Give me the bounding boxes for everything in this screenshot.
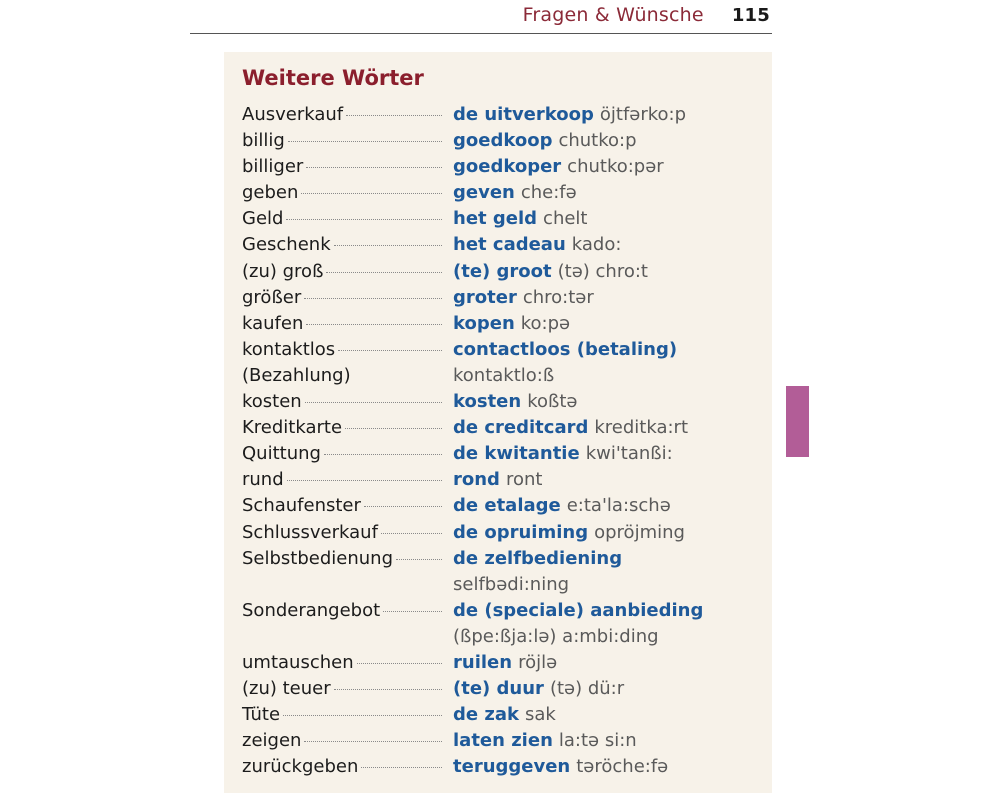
dot-leader xyxy=(326,272,442,273)
german-term: kosten xyxy=(242,391,302,413)
german-term-cell xyxy=(242,598,444,624)
box-title: Weitere Wörter xyxy=(242,66,424,90)
dutch-term: contactloos (betaling) xyxy=(453,338,678,360)
german-term-cell xyxy=(242,154,444,180)
vocabulary-row xyxy=(242,154,762,180)
dutch-term: het geld xyxy=(453,208,538,230)
dutch-translation-cell xyxy=(453,676,624,702)
dot-leader xyxy=(301,193,442,194)
dutch-translation-cell xyxy=(453,650,557,676)
vocabulary-row xyxy=(242,337,762,363)
dutch-term: geven xyxy=(453,182,515,204)
german-term-cell xyxy=(242,363,444,389)
dutch-translation-cell xyxy=(453,467,542,493)
german-term-cell xyxy=(242,676,444,702)
dot-leader xyxy=(283,715,442,716)
german-term-cell xyxy=(242,754,444,780)
german-term: Geld xyxy=(242,208,284,230)
german-term-cell xyxy=(242,493,444,519)
dutch-term: de opruiming xyxy=(453,521,589,543)
dutch-term: laten zien xyxy=(453,730,553,752)
german-term: Sonderangebot xyxy=(242,599,381,621)
german-term-cell xyxy=(242,206,444,232)
german-term: billig xyxy=(242,130,285,152)
vocabulary-row xyxy=(242,624,762,650)
dutch-translation-cell xyxy=(453,441,673,467)
vocabulary-row xyxy=(242,493,762,519)
dutch-translation-cell xyxy=(453,206,587,232)
pronunciation: selfbədi:ning xyxy=(453,573,570,595)
vocabulary-row xyxy=(242,415,762,441)
vocabulary-row xyxy=(242,363,762,389)
vocabulary-row xyxy=(242,598,762,624)
german-term: Selbstbedienung xyxy=(242,547,394,569)
vocabulary-list xyxy=(242,102,762,780)
pronunciation: (tə) chro:t xyxy=(557,260,648,282)
german-term-cell xyxy=(242,337,444,363)
dutch-translation-cell xyxy=(453,337,677,363)
dutch-term: de (speciale) aanbieding xyxy=(453,599,704,621)
german-term-cell xyxy=(242,285,444,311)
german-term: Tüte xyxy=(242,704,281,726)
pronunciation: öjtfərko:p xyxy=(599,104,687,125)
german-term: Quittung xyxy=(242,443,321,465)
section-title: Fragen & Wünsche xyxy=(522,4,704,26)
german-term-cell xyxy=(242,728,444,754)
german-term: rund xyxy=(242,469,284,491)
vocabulary-row xyxy=(242,285,762,311)
pronunciation: ko:pə xyxy=(520,312,571,334)
dutch-term: de zak xyxy=(453,704,519,726)
pronunciation: kwi'tanßi: xyxy=(585,443,673,465)
vocabulary-row xyxy=(242,520,762,546)
german-term: geben xyxy=(242,182,299,204)
vocabulary-row xyxy=(242,728,762,754)
dot-leader xyxy=(304,741,442,742)
vocabulary-row xyxy=(242,259,762,285)
dot-leader xyxy=(287,480,442,481)
pronunciation: chutko:p xyxy=(558,130,637,152)
vocabulary-row xyxy=(242,180,762,206)
vocabulary-row xyxy=(242,467,762,493)
german-term: Geschenk xyxy=(242,234,331,256)
dutch-translation-cell xyxy=(453,415,688,441)
german-term-cell xyxy=(242,102,444,128)
dutch-translation-cell xyxy=(453,520,685,546)
vocabulary-row xyxy=(242,676,762,702)
dutch-term: de uitverkoop xyxy=(453,104,594,125)
dot-leader xyxy=(286,219,442,220)
pronunciation: röjlə xyxy=(518,651,558,673)
vocabulary-row xyxy=(242,232,762,258)
thumb-index-tab xyxy=(786,386,809,457)
dutch-translation-cell xyxy=(453,285,594,311)
vocabulary-row xyxy=(242,102,762,128)
vocabulary-row xyxy=(242,206,762,232)
dot-leader xyxy=(305,402,442,403)
vocabulary-row xyxy=(242,128,762,154)
pronunciation: ront xyxy=(505,469,543,491)
dutch-term: teruggeven xyxy=(453,756,571,778)
german-term-cell xyxy=(242,128,444,154)
german-term-cell xyxy=(242,180,444,206)
german-term: zurückgeben xyxy=(242,756,359,778)
dutch-term: goedkoper xyxy=(453,156,562,178)
vocabulary-row xyxy=(242,754,762,780)
german-term-cell xyxy=(242,467,444,493)
german-term: Schlussverkauf xyxy=(242,521,378,543)
dutch-translation-cell xyxy=(453,493,671,519)
german-term-cell xyxy=(242,415,444,441)
dot-leader xyxy=(324,454,442,455)
dutch-term: de kwitantie xyxy=(453,443,580,465)
dutch-translation-cell xyxy=(453,546,622,572)
german-term: kontaktlos xyxy=(242,338,336,360)
dot-leader xyxy=(334,245,442,246)
dutch-translation-cell xyxy=(453,102,686,128)
running-head xyxy=(0,4,770,26)
dutch-term: het cadeau xyxy=(453,234,566,256)
dutch-translation-cell xyxy=(453,702,556,728)
dot-leader xyxy=(364,506,442,507)
dutch-translation-cell xyxy=(453,128,637,154)
german-term: billiger xyxy=(242,156,304,178)
german-term-cell xyxy=(242,441,444,467)
german-term-cell xyxy=(242,702,444,728)
dot-leader xyxy=(357,663,442,664)
pronunciation: opröjming xyxy=(594,521,685,543)
dot-leader xyxy=(345,428,442,429)
pronunciation: che:fə xyxy=(520,182,577,204)
dutch-translation-cell xyxy=(453,598,703,624)
dutch-term: kopen xyxy=(453,312,515,334)
vocabulary-row xyxy=(242,572,762,598)
vocabulary-row xyxy=(242,311,762,337)
pronunciation: e:ta'la:schə xyxy=(566,495,671,517)
german-term: Ausverkauf xyxy=(242,104,344,125)
dot-leader xyxy=(334,689,442,690)
dutch-term: kosten xyxy=(453,391,522,413)
dutch-translation-cell xyxy=(453,728,637,754)
page-number: 115 xyxy=(731,5,770,26)
dutch-term: de etalage xyxy=(453,495,561,517)
dutch-translation-cell xyxy=(453,572,569,598)
german-term-cell xyxy=(242,520,444,546)
dutch-term: ruilen xyxy=(453,651,513,673)
german-term-cell xyxy=(242,650,444,676)
vocabulary-row xyxy=(242,441,762,467)
dot-leader xyxy=(304,298,442,299)
dot-leader xyxy=(383,611,442,612)
dutch-term: (te) groot xyxy=(453,260,552,282)
pronunciation: chutko:pər xyxy=(567,156,664,178)
vocabulary-row xyxy=(242,702,762,728)
german-term: Kreditkarte xyxy=(242,417,343,439)
pronunciation: chelt xyxy=(543,208,588,230)
dot-leader xyxy=(396,559,442,560)
german-term: größer xyxy=(242,286,302,308)
pronunciation: kontaktlo:ß xyxy=(453,364,555,386)
german-term: (zu) groß xyxy=(242,260,324,282)
header-rule xyxy=(190,33,772,34)
pronunciation: kreditka:rt xyxy=(594,417,689,439)
pronunciation: (tə) dü:r xyxy=(549,678,625,700)
dutch-translation-cell xyxy=(453,624,659,650)
dutch-translation-cell xyxy=(453,232,621,258)
pronunciation: kado: xyxy=(571,234,622,256)
german-term-cell xyxy=(242,546,444,572)
dutch-translation-cell xyxy=(453,363,554,389)
dutch-translation-cell xyxy=(453,754,668,780)
german-term: (Bezahlung) xyxy=(242,364,351,386)
dot-leader xyxy=(361,767,442,768)
dot-leader xyxy=(306,167,442,168)
german-term: Schaufenster xyxy=(242,495,361,517)
dutch-translation-cell xyxy=(453,311,570,337)
german-term-cell xyxy=(242,389,444,415)
dutch-term: de zelfbediening xyxy=(453,547,623,569)
german-term-cell xyxy=(242,232,444,258)
dot-leader xyxy=(288,141,442,142)
vocabulary-row xyxy=(242,389,762,415)
german-term-cell xyxy=(242,311,444,337)
german-term: umtauschen xyxy=(242,651,354,673)
dot-leader xyxy=(381,533,442,534)
german-term-cell xyxy=(242,259,444,285)
pronunciation: (ßpe:ßja:lə) a:mbi:ding xyxy=(453,625,659,647)
dutch-term: rond xyxy=(453,469,500,491)
dutch-translation-cell xyxy=(453,154,664,180)
dot-leader xyxy=(306,324,442,325)
pronunciation: təröche:fə xyxy=(576,756,669,778)
dot-leader xyxy=(346,115,442,116)
pronunciation: koßtə xyxy=(527,391,578,413)
dutch-term: (te) duur xyxy=(453,678,544,700)
german-term: zeigen xyxy=(242,730,302,752)
dutch-translation-cell xyxy=(453,389,577,415)
german-term: (zu) teuer xyxy=(242,678,331,700)
dutch-translation-cell xyxy=(453,259,648,285)
dutch-term: de creditcard xyxy=(453,417,589,439)
vocabulary-row xyxy=(242,650,762,676)
pronunciation: sak xyxy=(524,704,556,726)
german-term: kaufen xyxy=(242,312,304,334)
pronunciation: la:tə si:n xyxy=(558,730,637,752)
dutch-term: goedkoop xyxy=(453,130,553,152)
pronunciation: chro:tər xyxy=(522,286,594,308)
dot-leader xyxy=(338,350,442,351)
dutch-term: groter xyxy=(453,286,517,308)
dutch-translation-cell xyxy=(453,180,577,206)
vocabulary-row xyxy=(242,546,762,572)
